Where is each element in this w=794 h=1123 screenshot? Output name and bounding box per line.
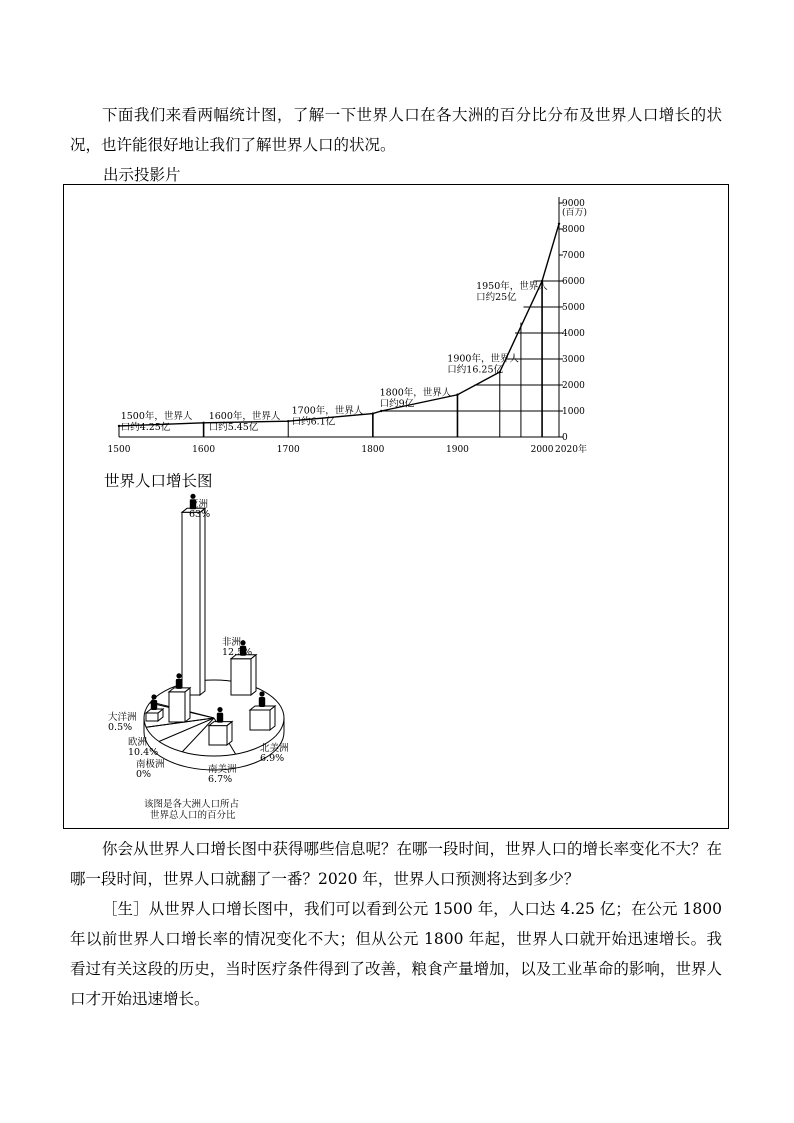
figure-frame	[63, 184, 729, 829]
annotation-line2: 口约5.45亿	[208, 421, 259, 433]
y-unit-label: (百万)	[562, 208, 588, 218]
y-tick-label: 7000	[562, 251, 585, 261]
pie-note-line1: 该图是各大洲人口所占	[144, 799, 240, 810]
annotation-line1: 1600年，世界人	[208, 410, 281, 422]
person-icon	[217, 707, 222, 712]
continent-percent: 6.9%	[260, 753, 285, 764]
x-tick-label: 1900	[446, 445, 469, 455]
person-icon	[217, 713, 223, 723]
continent-percent: 0%	[136, 769, 152, 780]
continent-label: 南极洲	[136, 759, 165, 770]
continent-label: 大洋洲	[108, 712, 137, 723]
y-tick-label: 6000	[562, 277, 585, 287]
continent-bar	[182, 512, 200, 695]
annotation-line2: 口约25亿	[476, 291, 517, 303]
person-icon	[176, 673, 181, 678]
continent-label: 亚洲	[189, 499, 209, 510]
continent-percent: 12.5%	[222, 647, 253, 658]
annotation-line1: 1800年，世界人	[379, 387, 452, 399]
continent-bar	[209, 726, 227, 745]
y-tick-label: 0	[562, 433, 568, 443]
continent-percent: 0.5%	[108, 722, 133, 733]
y-tick-label: 2000	[562, 381, 585, 391]
x-tick-label: 2000	[530, 445, 554, 455]
person-icon	[176, 679, 182, 689]
x-tick-label: 1600	[192, 445, 216, 455]
continent-percent: 10.4%	[128, 747, 159, 758]
continent-label: 北美洲	[260, 743, 289, 754]
x-end-label: 2020年	[555, 445, 587, 455]
continent-bar-side	[200, 508, 205, 695]
annotation-line1: 1900年，世界人	[447, 353, 519, 365]
projection-caption: 出示投影片	[103, 166, 181, 184]
y-tick-label: 4000	[562, 329, 585, 339]
y-tick-label: 9000	[562, 199, 585, 209]
annotation-line2: 口约16.25亿	[447, 364, 504, 376]
x-tick-label: 1800	[361, 445, 385, 455]
annotation-line2: 口约6.1亿	[291, 416, 336, 428]
x-tick-label: 1700	[276, 445, 300, 455]
continent-bar	[250, 710, 270, 730]
annotation-line1: 1950年，世界人	[476, 280, 548, 292]
continent-percent: 63%	[189, 509, 211, 520]
annotation-line2: 口约9亿	[379, 398, 415, 410]
x-tick-label: 1500	[107, 445, 131, 455]
y-tick-label: 3000	[562, 355, 585, 365]
person-icon	[259, 691, 264, 696]
continent-percent: 6.7%	[208, 774, 233, 785]
person-icon	[151, 694, 156, 699]
annotation-line1: 1500年，世界人	[120, 410, 193, 422]
continent-label: 非洲	[222, 637, 242, 648]
growth-chart-title: 世界人口增长图	[104, 472, 213, 490]
question-paragraph: 你会从世界人口增长图中获得哪些信息呢？在哪一段时间，世界人口的增长率变化不大？在哪一段时间，世界人口就翻了一番？2020 年，世界人口预测将达到多少？	[70, 840, 723, 888]
y-tick-label: 1000	[562, 407, 585, 417]
continent-bar-side	[185, 688, 190, 722]
continent-label: 欧洲	[128, 737, 148, 748]
continent-label: 南美洲	[208, 764, 237, 775]
pie-note-line2: 世界总人口的百分比	[150, 810, 236, 821]
answer-paragraph: ［生］从世界人口增长图中，我们可以看到公元 1500 年，人口达 4.25 亿；在公元 1800 年以前世界人口增长率的情况变化不大；但从公元 1800 年起，世界人口就开始迅速增长。我看过有关这段的历史，当时医疗条件得到了改善，粮食产量增加，以及工业革命的影响，世界人口才开始迅速增长。	[70, 900, 722, 1008]
continent-bar-side	[251, 655, 256, 695]
continent-bar	[169, 692, 185, 722]
continent-bar	[231, 659, 251, 695]
person-icon	[259, 697, 265, 707]
continent-bar	[146, 713, 158, 721]
annotation-line1: 1700年，世界人	[291, 405, 364, 417]
continent-pie-chart	[64, 185, 728, 828]
y-tick-label: 8000	[562, 225, 585, 235]
intro-paragraph: 下面我们来看两幅统计图，了解一下世界人口在各大洲的百分比分布及世界人口增长的状况，也许能很好地让我们了解世界人口的状况。	[70, 106, 722, 154]
annotation-line2: 口约4.25亿	[120, 421, 171, 433]
y-tick-label: 5000	[562, 303, 585, 313]
person-icon	[151, 700, 157, 710]
person-icon	[240, 640, 245, 645]
